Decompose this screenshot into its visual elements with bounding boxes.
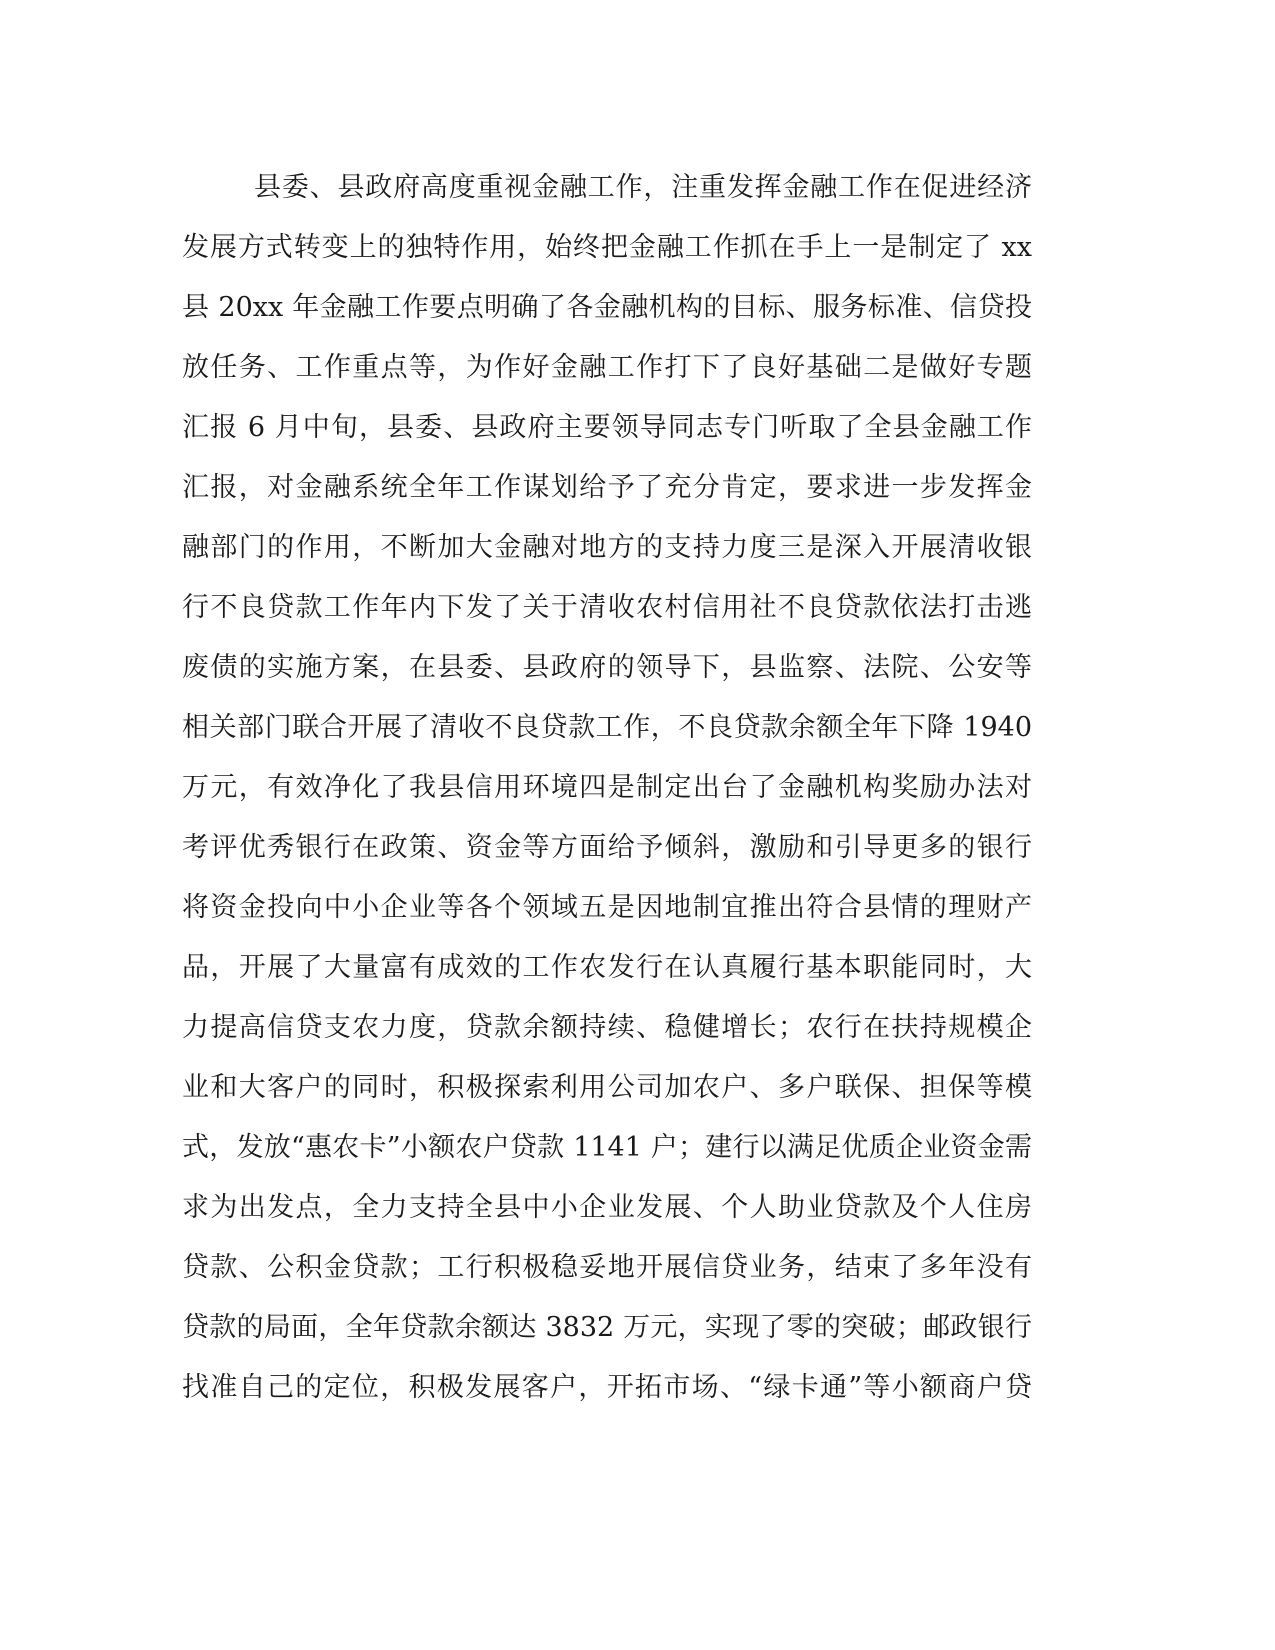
paragraph-line: 品，开展了大量富有成效的工作农发行在认真履行基本职能同时，大: [182, 952, 1032, 983]
paragraph-line: 业和大客户的同时，积极探索利用公司加农户、多户联保、担保等模: [182, 1072, 1032, 1103]
paragraph-line: 融部门的作用，不断加大金融对地方的支持力度三是深入开展清收银: [182, 532, 1032, 563]
paragraph-line: 将资金投向中小企业等各个领域五是因地制宜推出符合县情的理财产: [182, 892, 1032, 923]
paragraph-line: 发展方式转变上的独特作用，始终把金融工作抓在手上一是制定了 xx: [182, 232, 1032, 263]
paragraph-line: 贷款的局面，全年贷款余额达 3832 万元，实现了零的突破；邮政银行: [182, 1312, 1032, 1343]
paragraph-line: 式，发放“惠农卡”小额农户贷款 1141 户；建行以满足优质企业资金需: [182, 1132, 1032, 1163]
paragraph-line: 县 20xx 年金融工作要点明确了各金融机构的目标、服务标准、信贷投: [182, 292, 1032, 323]
paragraph-line: 汇报 6 月中旬，县委、县政府主要领导同志专门听取了全县金融工作: [182, 412, 1032, 443]
paragraph-line: 找准自己的定位，积极发展客户，开拓市场、“绿卡通”等小额商户贷: [182, 1372, 1032, 1403]
paragraph-line: 行不良贷款工作年内下发了关于清收农村信用社不良贷款依法打击逃: [182, 592, 1032, 623]
paragraph-line: 相关部门联合开展了清收不良贷款工作，不良贷款余额全年下降 1940: [182, 712, 1032, 743]
paragraph-line: 汇报，对金融系统全年工作谋划给予了充分肯定，要求进一步发挥金: [182, 472, 1032, 503]
paragraph-line: 万元，有效净化了我县信用环境四是制定出台了金融机构奖励办法对: [182, 772, 1032, 803]
body-paragraph: [182, 158, 1032, 1418]
paragraph-line: 贷款、公积金贷款；工行积极稳妥地开展信贷业务，结束了多年没有: [182, 1252, 1032, 1283]
paragraph-line: 力提高信贷支农力度，贷款余额持续、稳健增长；农行在扶持规模企: [182, 1012, 1032, 1043]
paragraph-line: 废债的实施方案，在县委、县政府的领导下，县监察、法院、公安等: [182, 652, 1032, 683]
paragraph-line: 放任务、工作重点等，为作好金融工作打下了良好基础二是做好专题: [182, 352, 1032, 383]
paragraph-line: 考评优秀银行在政策、资金等方面给予倾斜，激励和引导更多的银行: [182, 832, 1032, 863]
paragraph-line: 求为出发点，全力支持全县中小企业发展、个人助业贷款及个人住房: [182, 1192, 1032, 1223]
paragraph-line: 县委、县政府高度重视金融工作，注重发挥金融工作在促进经济: [254, 172, 1032, 203]
